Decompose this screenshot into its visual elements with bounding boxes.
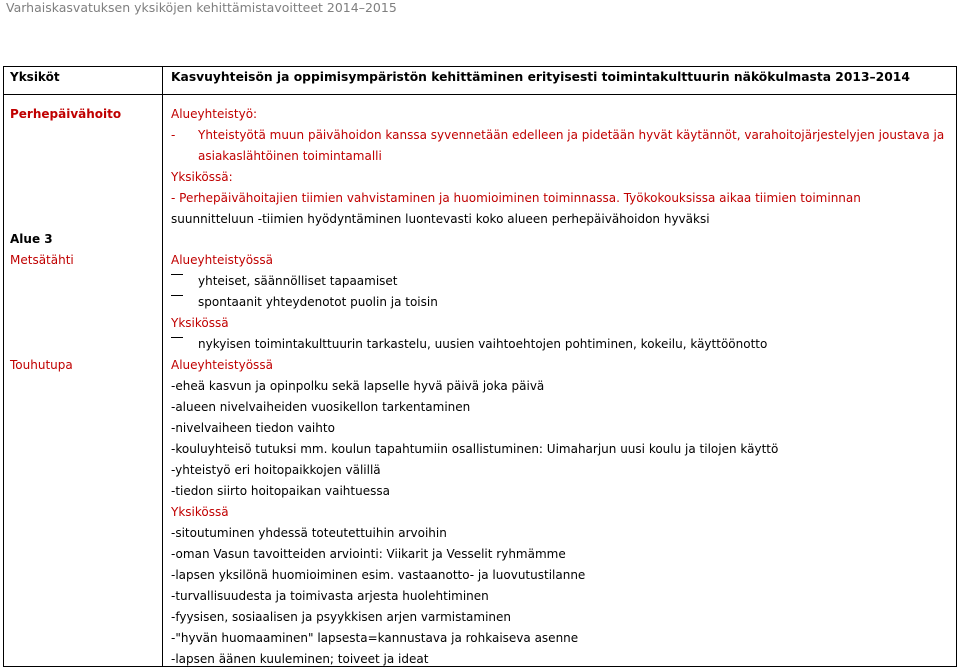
document-header: Varhaiskasvatuksen yksiköjen kehittämistavoitteet 2014–2015 <box>6 0 397 15</box>
touhu-item: -turvallisuudesta ja toimivasta arjesta huolehtiminen <box>171 589 489 603</box>
perhe-item2-line1: - Perhepäivähoitajien tiimien vahvistaminen ja huomioiminen toiminnassa. Työkokouksissa aikaa tiimien toiminnan <box>171 191 861 205</box>
touhu-item: -kouluyhteisö tutuksi mm. koulun tapahtumiin osallistuminen: Uimaharjun uusi koulu ja tilojen käyttö <box>171 442 779 456</box>
area-label: Alue 3 <box>10 232 53 246</box>
metsa-alueyhteistyossa-label: Alueyhteistyössä <box>171 253 273 267</box>
metsa-yksikossa-label: Yksikössä <box>171 316 229 330</box>
dash-bullet <box>171 337 183 338</box>
metsa-item2: spontaanit yhteydenotot puolin ja toisin <box>198 295 438 309</box>
header-row-divider <box>4 94 956 95</box>
touhu-item: -"hyvän huomaaminen" lapsesta=kannustava ja rohkaiseva asenne <box>171 631 579 645</box>
dash-bullet <box>171 295 183 296</box>
touhu-item: -lapsen äänen kuuleminen; toiveet ja ideat <box>171 652 429 666</box>
perhe-yksikossa-label: Yksikössä: <box>171 170 233 184</box>
perhe-item1-line1: Yhteistyötä muun päivähoidon kanssa syvennetään edelleen ja pidetään hyvät käytännöt, varahoitojärjestelyjen joustava ja <box>198 128 945 142</box>
perhe-alueyhteistyo-label: Alueyhteistyö: <box>171 107 258 121</box>
column-header-development: Kasvuyhteisön ja oppimisympäristön kehittäminen erityisesti toimintakulttuurin näkökulmasta 2013–2014 <box>171 70 910 84</box>
touhu-item: -eheä kasvun ja opinpolku sekä lapselle hyvä päivä joka päivä <box>171 379 545 393</box>
column-divider <box>162 67 163 666</box>
perhe-item1-dash: - <box>171 128 176 142</box>
touhu-item: -tiedon siirto hoitopaikan vaihtuessa <box>171 484 390 498</box>
column-header-units: Yksiköt <box>10 70 60 84</box>
perhe-item1-line2: asiakaslähtöinen toimintamalli <box>198 149 382 163</box>
dash-bullet <box>171 274 183 275</box>
touhu-item: -nivelvaiheen tiedon vaihto <box>171 421 335 435</box>
touhu-item: -lapsen yksilönä huomioiminen esim. vastaanotto- ja luovutustilanne <box>171 568 586 582</box>
touhu-item: -sitoutuminen yhdessä toteutettuihin arvoihin <box>171 526 447 540</box>
unit-perhepaivahoito: Perhepäivähoito <box>10 107 122 121</box>
touhu-item: -fyysisen, sosiaalisen ja psyykkisen arjen varmistaminen <box>171 610 512 624</box>
touhu-alueyhteistyossa-label: Alueyhteistyössä <box>171 358 273 372</box>
unit-metsatahti: Metsätähti <box>10 253 74 267</box>
perhe-item2-line2: suunnitteluun -tiimien hyödyntäminen luontevasti koko alueen perhepäivähoidon hyväksi <box>171 212 710 226</box>
touhu-item: -alueen nivelvaiheiden vuosikellon tarkentaminen <box>171 400 471 414</box>
touhu-yksikossa-label: Yksikössä <box>171 505 229 519</box>
metsa-item3: nykyisen toimintakulttuurin tarkastelu, uusien vaihtoehtojen pohtiminen, kokeilu, käyttöönotto <box>198 337 768 351</box>
metsa-item1: yhteiset, säännölliset tapaamiset <box>198 274 398 288</box>
touhu-item: -yhteistyö eri hoitopaikkojen välillä <box>171 463 381 477</box>
goals-table <box>3 66 957 667</box>
unit-touhutupa: Touhutupa <box>10 358 73 372</box>
touhu-item: -oman Vasun tavoitteiden arviointi: Viikarit ja Vesselit ryhmämme <box>171 547 566 561</box>
